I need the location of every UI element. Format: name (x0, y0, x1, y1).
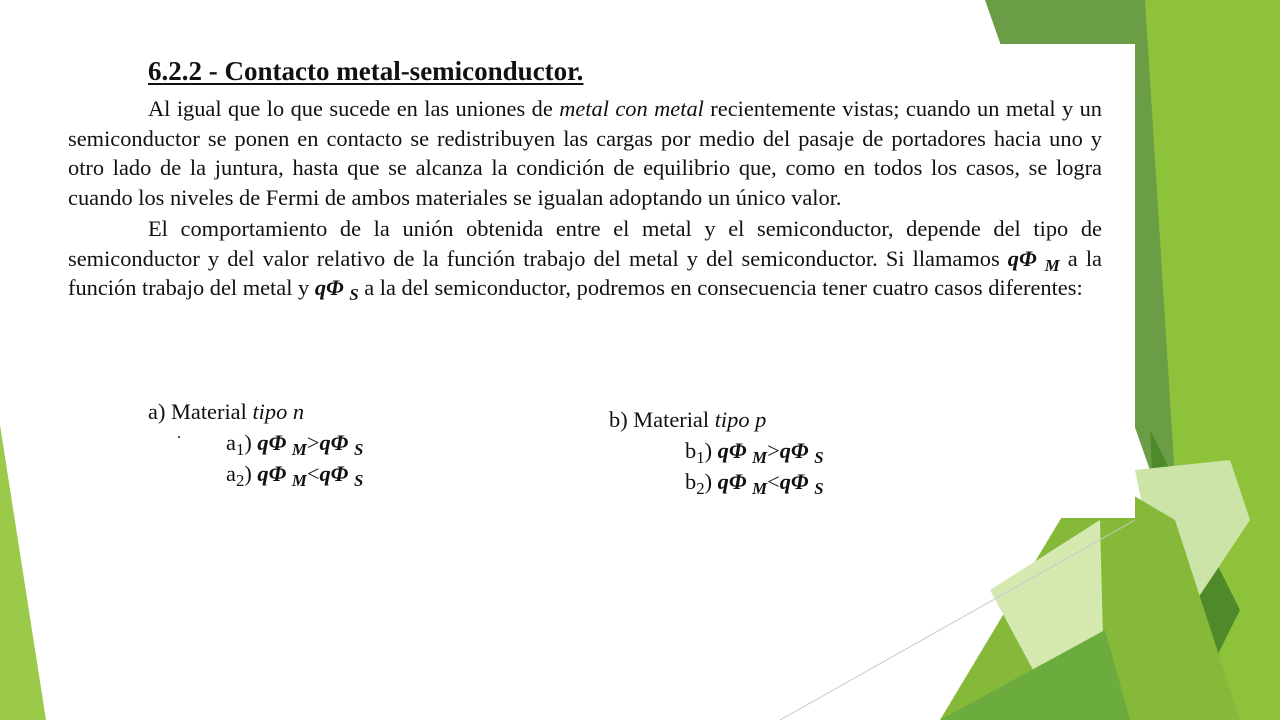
left-green-stripe (0, 425, 46, 720)
case-a-label: a) Material tipo n (148, 399, 305, 424)
case-b-label: b) Material tipo p (609, 407, 767, 432)
case-b1: $b_1$) qΦ $_M$>qΦ $_S$ (685, 438, 824, 468)
case-a2: $a_2$) qΦ $_M$<qΦ $_S$ (226, 461, 364, 491)
section-heading: 6.2.2 - Contacto metal-semiconductor. (148, 56, 584, 86)
paragraph-1: Al igual que lo que sucede en las uniones de metal con metal recientemente vistas; cuando un metal y un semiconductor se ponen en contacto se redistribuyen las cargas por medio del pasaje de portadores hacia uno y otro lado de la juntura, hasta que se alcanza la condición de equilibrio que, como en todos los casos, se logra cuando los niveles de Fermi de ambos materiales se igualan adoptando un único valor. (68, 96, 1102, 210)
emphasis-metal-con-metal: metal con metal (559, 96, 704, 121)
scanned-document (56, 44, 1135, 518)
case-a-block (148, 396, 363, 489)
case-a1: $a_1$) qΦ $_M$>qΦ $_S$ (226, 430, 364, 460)
case-b2: $b_2$) qΦ $_M$<qΦ $_S$ (685, 469, 824, 499)
symbol-q-phi-m: qΦ $_M$ (1007, 245, 1060, 275)
paragraph-2: El comportamiento de la unión obtenida entre el metal y el semiconductor, depende del tipo de semiconductor y del valor relativo de la función trabajo del metal y del semiconductor. Si llamamos qΦ $_M$ a la función trabajo del metal y qΦ $_S$ a la del semiconductor, podremos en consecuencia tener cuatro casos diferentes: (68, 216, 1102, 305)
body-text (68, 94, 1102, 303)
symbol-q-phi-s: qΦ $_S$ (314, 275, 359, 305)
case-b-block (609, 404, 824, 497)
